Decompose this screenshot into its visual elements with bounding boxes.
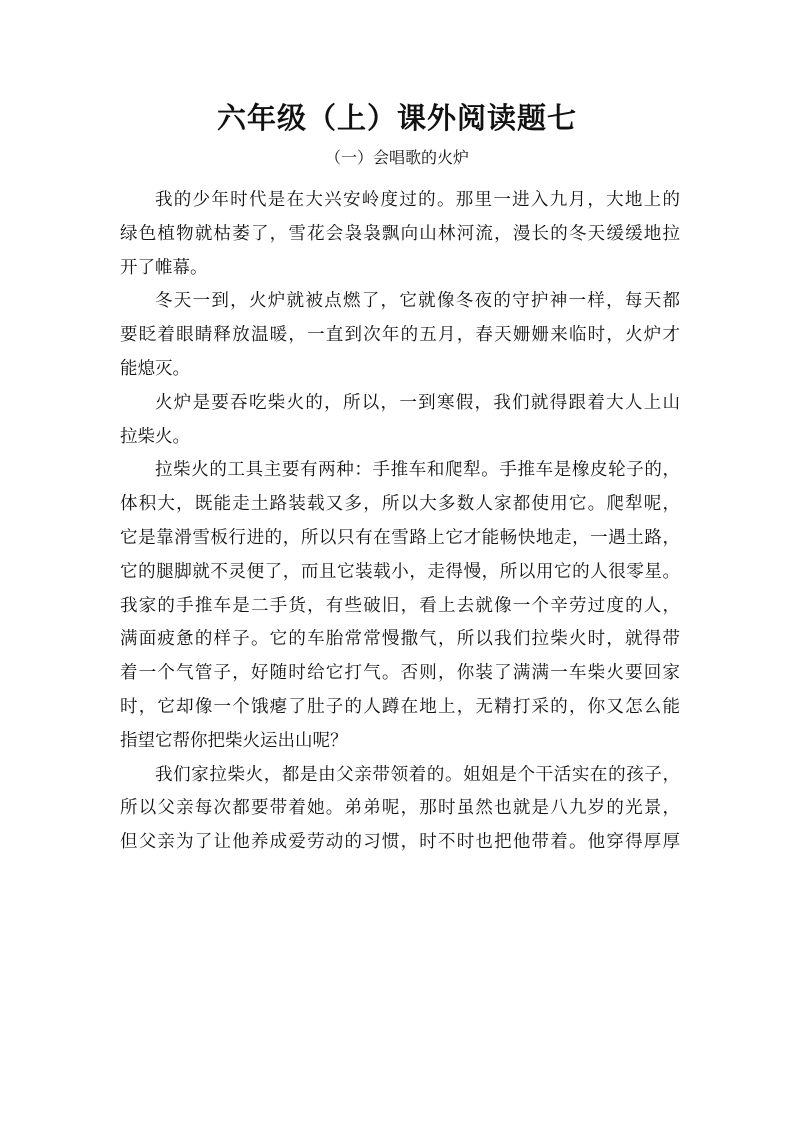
text-line: 体积大，既能走土路装载又多，所以大多数人家都使用它。爬犁呢， bbox=[120, 494, 680, 515]
text-line: 它是靠滑雪板行进的，所以只有在雪路上它才能畅快地走，一遇土路， bbox=[120, 527, 680, 548]
text-line: 冬天一到，火炉就被点燃了，它就像冬夜的守护神一样，每天都 bbox=[155, 291, 680, 312]
text-line: 它的腿脚就不灵便了，而且它装载小，走得慢，所以用它的人很零星。 bbox=[120, 561, 680, 582]
text-line: 要眨着眼睛释放温暖，一直到次年的五月，春天姗姗来临时，火炉才 bbox=[120, 325, 680, 346]
section-subtitle: （一）会唱歌的火炉 bbox=[324, 148, 469, 167]
text-line: 着一个气管子，好随时给它打气。否则，你装了满满一车柴火要回家 bbox=[120, 663, 680, 684]
text-line: 我家的手推车是二手货，有些破旧，看上去就像一个辛劳过度的人， bbox=[120, 595, 680, 616]
text-line: 火炉是要吞吃柴火的，所以，一到寒假，我们就得跟着大人上山 bbox=[155, 392, 680, 413]
paragraph-3 bbox=[120, 387, 680, 455]
text-line: 但父亲为了让他养成爱劳动的习惯，时不时也把他带着。他穿得厚厚 bbox=[120, 832, 680, 853]
text-line: 所以父亲每次都要带着她。弟弟呢，那时虽然也就是八九岁的光景， bbox=[120, 798, 680, 819]
page-title: 六年级（上）课外阅读题七 bbox=[216, 101, 577, 135]
text-line: 能熄灭。 bbox=[120, 358, 190, 379]
text-line: 时，它却像一个饿瘪了肚子的人蹲在地上，无精打采的，你又怎么能 bbox=[120, 696, 680, 717]
text-line: 拉柴火。 bbox=[120, 426, 190, 447]
text-line: 我们家拉柴火，都是由父亲带领着的。姐姐是个干活实在的孩子， bbox=[155, 764, 680, 785]
text-line: 我的少年时代是在大兴安岭度过的。那里一进入九月，大地上的 bbox=[155, 190, 680, 210]
text-line: 指望它帮你把柴火运出山呢？ bbox=[120, 730, 348, 751]
text-line: 满面疲惫的样子。它的车胎常常慢撒气，所以我们拉柴火时，就得带 bbox=[120, 629, 680, 650]
paragraph-5 bbox=[120, 759, 680, 860]
paragraph-1 bbox=[120, 184, 680, 285]
text-line: 绿色植物就枯萎了，雪花会袅袅飘向山林河流，漫长的冬天缓缓地拉 bbox=[120, 223, 680, 244]
article-body bbox=[120, 184, 680, 860]
text-line: 开了帷幕。 bbox=[120, 257, 208, 278]
paragraph-4 bbox=[120, 454, 680, 758]
text-line: 拉柴火的工具主要有两种：手推车和爬犁。手推车是橡皮轮子的， bbox=[155, 460, 680, 481]
paragraph-2 bbox=[120, 285, 680, 386]
